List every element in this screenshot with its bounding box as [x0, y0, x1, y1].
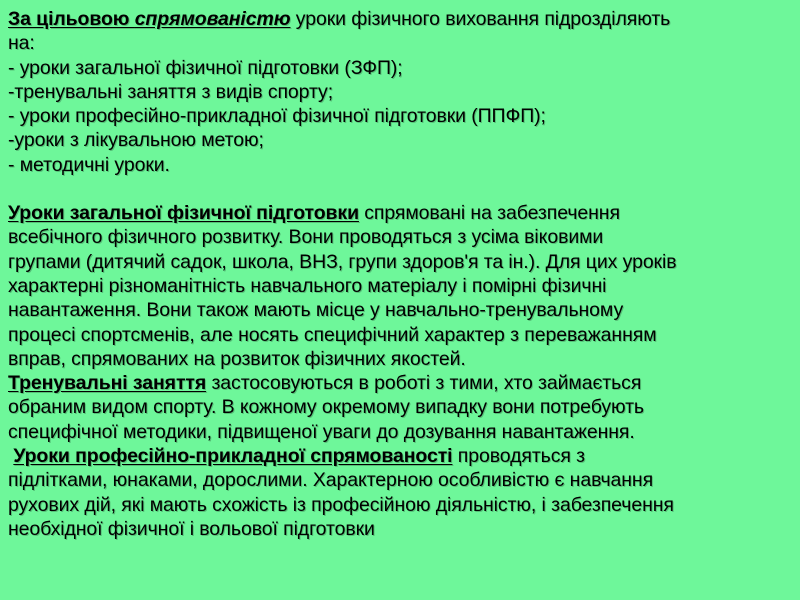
general-line: групами (дитячий садок, школа, ВНЗ, групи здоров'я та ін.). Для цих уроків: [8, 250, 677, 273]
intro-list-item: - уроки загальної фізичної підготовки (ЗФП);: [8, 56, 403, 79]
applied-line-1-rest: проводяться з: [452, 445, 585, 468]
general-line-1-rest: спрямовані на забезпечення: [358, 202, 620, 225]
general-line: вправ, спрямованих на розвиток фізичних якостей.: [8, 347, 466, 370]
intro-lead-text: [8, 8, 290, 30]
general-line: всебічного фізичного розвитку. Вони проводяться з усіма віковими: [8, 226, 604, 249]
paragraph-gap: [8, 177, 790, 201]
general-line: процесі спортсменів, але носять специфічний характер з переважанням: [8, 323, 657, 346]
training-heading: Тренувальні заняття: [8, 372, 207, 395]
intro-list-item: -уроки з лікувальною метою;: [8, 129, 264, 152]
training-line: специфічної методики, підвищеної уваги до дозування навантаження.: [8, 420, 635, 443]
intro-lead-emphasis: спрямованістю: [134, 8, 291, 30]
training-line-1: [8, 371, 790, 395]
applied-line-1: [8, 444, 790, 468]
applied-heading: Уроки професійно-прикладної спрямованості: [13, 445, 453, 468]
applied-line: підлітками, юнаками, дорослими. Характерною особливістю є навчання: [8, 469, 654, 492]
general-line: характерні різноманітність навчального матеріалу і помірні фізичні: [8, 274, 607, 297]
intro-list-item: -тренувальні заняття з видів спорту;: [8, 80, 334, 103]
general-line-1: [8, 201, 790, 225]
intro-lead-plain: За цільовою: [8, 8, 135, 30]
general-section: [8, 201, 790, 371]
training-section: [8, 371, 790, 444]
applied-line: необхідної фізичної і вольової підготовки: [8, 517, 375, 540]
intro-section: [8, 7, 790, 177]
training-line: обраним видом спорту. В кожному окремому випадку вони потребують: [8, 396, 644, 419]
applied-line: рухових дій, які мають схожість із професійною діяльністю, і забезпечення: [8, 493, 674, 516]
general-line: навантаження. Вони також мають місце у навчально-тренувальному: [8, 299, 624, 322]
intro-list-item: - методичні уроки.: [8, 153, 170, 176]
applied-section: [8, 444, 790, 541]
intro-list-item: - уроки професійно-прикладної фізичної підготовки (ППФП);: [8, 105, 546, 128]
intro-line-1: [8, 7, 790, 31]
intro-line-2: на:: [8, 32, 35, 55]
training-line-1-rest: застосовуються в роботі з тими, хто займається: [206, 372, 642, 395]
intro-line-1-rest: уроки фізичного виховання підрозділяють: [290, 8, 671, 30]
general-heading: Уроки загальної фізичної підготовки: [8, 202, 359, 225]
